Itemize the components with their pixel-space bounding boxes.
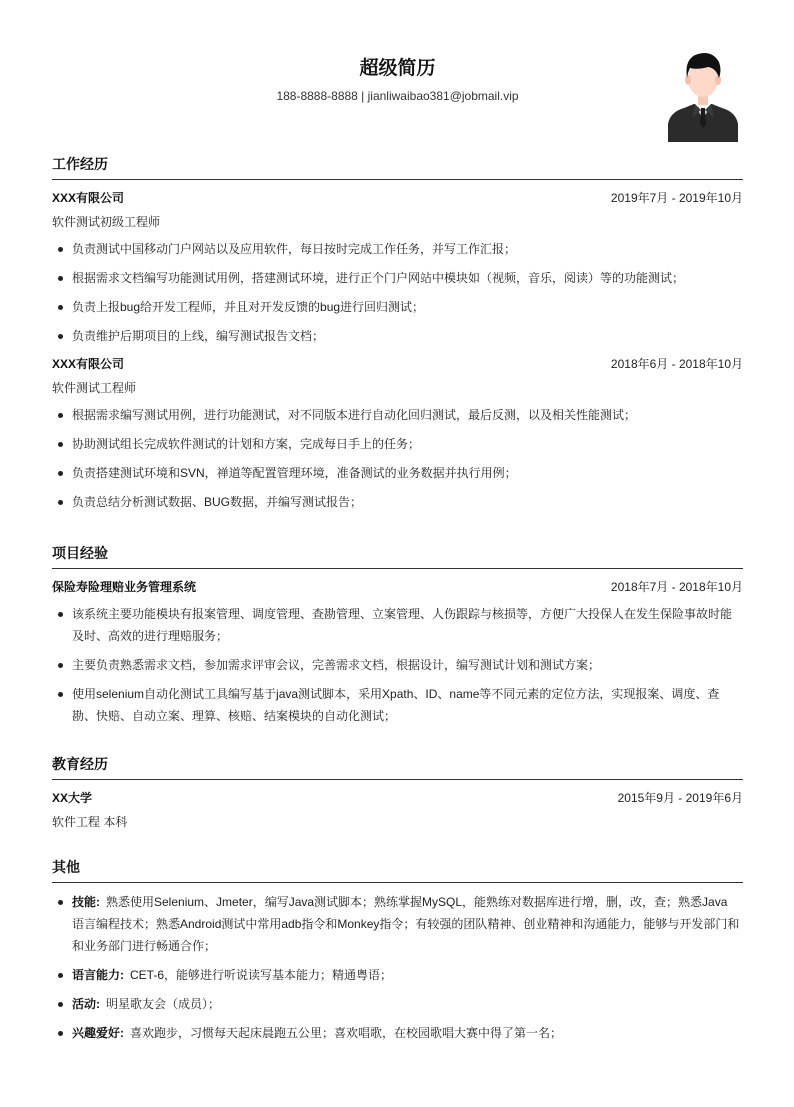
line-text: 使用selenium自动化测试工具编写基于java测试脚本，采用Xpath、ID、name等不同元素的定位方法，实现报案、调度、查 — [72, 687, 720, 701]
list-item: 负责测试中国移动门户网站以及应用软件，每日按时完成工作任务，并写工作汇报； — [52, 238, 743, 260]
project-name: 保险寿险理赔业务管理系统 — [52, 580, 197, 594]
job-title: 软件测试初级工程师 — [52, 215, 161, 229]
list-item: 负责总结分析测试数据、BUG数据，并编写测试报告； — [52, 491, 743, 513]
date-range: 2018年6月 - 2018年10月 — [610, 357, 743, 371]
job-entry — [52, 356, 743, 513]
item-label: 语言能力: — [72, 968, 124, 982]
list-item: 协助测试组长完成软件测试的计划和方案，完成每日手上的任务； — [52, 433, 743, 455]
school-name: XX大学 — [52, 791, 93, 805]
project-duties — [52, 603, 743, 727]
list-item: 负责上报bug给开发工程师，并且对开发反馈的bug进行回归测试； — [52, 296, 743, 318]
line-text: 熟悉使用Selenium、Jmeter，编写Java测试脚本；熟练掌握MySQL，能熟练对数据库进行增，删，改，查；熟悉Java — [106, 895, 728, 909]
company-name: XXX有限公司 — [52, 191, 125, 205]
job-duties — [52, 238, 743, 347]
job-duties — [52, 404, 743, 513]
list-item: 根据需求编写测试用例，进行功能测试，对不同版本进行自动化回归测试，最后反测，以及相关性能测试； — [52, 404, 743, 426]
item-label: 技能: — [72, 895, 100, 909]
section-divider — [52, 882, 743, 883]
line-text: 和业务部门进行畅通合作； — [72, 939, 217, 953]
date-range: 2018年7月 - 2018年10月 — [610, 580, 743, 594]
item-label: 兴趣爱好: — [72, 1026, 124, 1040]
resume-name: 超级简历 — [359, 58, 436, 79]
resume-header — [52, 0, 743, 150]
section-title-project: 项目经验 — [52, 545, 108, 561]
section-title-other: 其他 — [52, 859, 80, 875]
company-name: XXX有限公司 — [52, 357, 125, 371]
list-item — [52, 654, 743, 676]
section-title-education: 教育经历 — [52, 756, 108, 772]
line-text: CET-6，能够进行听说读写基本能力；精通粤语； — [130, 968, 393, 982]
list-item: 负责维护后期项目的上线，编写测试报告文档； — [52, 325, 743, 347]
work-section — [52, 153, 743, 513]
line-text: 及时、高效的进行理赔服务； — [72, 629, 229, 643]
section-divider — [52, 779, 743, 780]
other-list — [52, 891, 743, 1044]
other-section — [52, 856, 743, 1044]
contact-info: 188-8888-8888 | jianliwaibao381@jobmail.vip — [276, 89, 519, 103]
date-range: 2015年9月 - 2019年6月 — [617, 791, 743, 805]
line-text: 明星歌友会（成员）； — [106, 997, 221, 1011]
list-item — [52, 1022, 743, 1044]
avatar — [668, 48, 738, 142]
line-text: 语言编程技术；熟悉Android测试中常用adb指令和Monkey指令；有较强的团队精神、创业精神和沟通能力，能够与开发部门和 — [72, 917, 740, 931]
resume-page — [52, 0, 743, 1040]
line-text: 勘、快赔、自动立案、理算、核赔、结案模块的自动化测试； — [72, 709, 397, 723]
line-text: 喜欢跑步，习惯每天起床晨跑五公里；喜欢唱歌，在校园歌唱大赛中得了第一名； — [130, 1026, 563, 1040]
project-section — [52, 542, 743, 727]
list-item — [52, 993, 743, 1015]
section-divider — [52, 568, 743, 569]
list-item — [52, 683, 743, 727]
job-entry — [52, 190, 743, 347]
job-title: 软件测试工程师 — [52, 381, 137, 395]
line-text: 主要负责熟悉需求文档，参加需求评审会议，完善需求文档，根据设计，编写测试计划和测试方案； — [72, 658, 601, 672]
date-range: 2019年7月 - 2019年10月 — [610, 191, 743, 205]
list-item — [52, 891, 743, 957]
list-item — [52, 603, 743, 647]
list-item: 根据需求文档编写功能测试用例，搭建测试环境，进行正个门户网站中模块如（视频，音乐，阅读）等的功能测试； — [52, 267, 743, 289]
section-title-work: 工作经历 — [52, 156, 108, 172]
education-entry — [52, 790, 743, 830]
list-item: 负责搭建测试环境和SVN，禅道等配置管理环境，准备测试的业务数据并执行用例； — [52, 462, 743, 484]
list-item — [52, 964, 743, 986]
section-divider — [52, 179, 743, 180]
line-text: 该系统主要功能模块有报案管理、调度管理、查勘管理、立案管理、人伤跟踪与核损等，方便广大投保人在发生保险事故时能 — [72, 607, 733, 621]
project-entry — [52, 579, 743, 727]
degree-info: 软件工程 本科 — [52, 815, 128, 829]
item-label: 活动: — [72, 997, 100, 1011]
education-section — [52, 753, 743, 830]
